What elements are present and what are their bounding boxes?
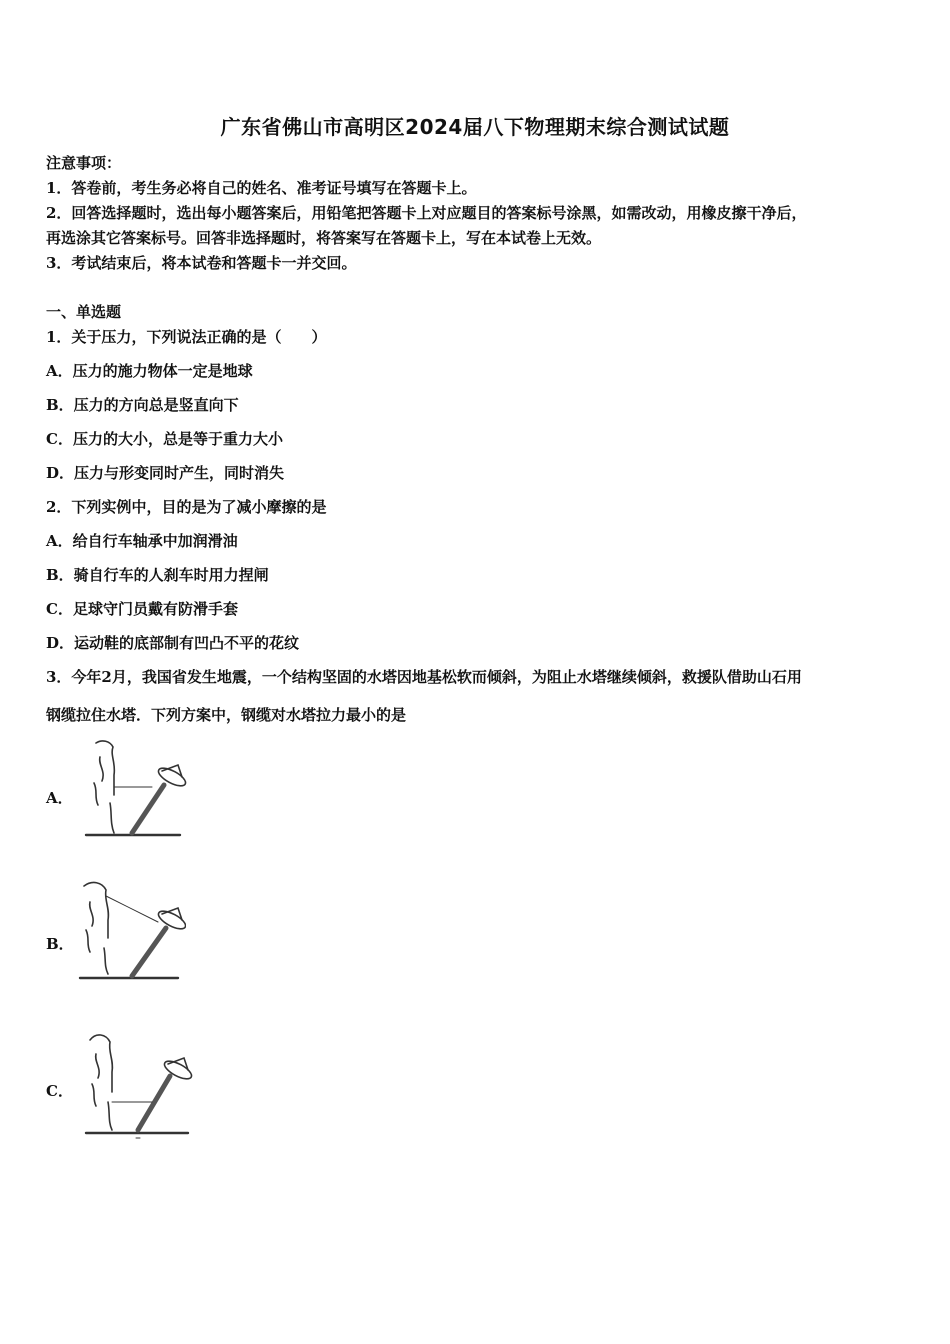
question-1-stem: 1．关于压力，下列说法正确的是（ ） (46, 328, 327, 346)
section-heading: 一、单选题 (46, 303, 122, 321)
notice-item: 再选涂其它答案标号。回答非选择题时，将答案写在答题卡上，写在本试卷上无效。 (46, 229, 602, 247)
question-2-option-c: C．足球守门员戴有防滑手套 (46, 600, 238, 618)
question-3-option-c-label: C． (46, 1082, 73, 1100)
question-2-stem: 2．下列实例中，目的是为了减小摩擦的是 (46, 498, 327, 516)
question-2-option-b: B．骑自行车的人刹车时用力捏闸 (46, 566, 269, 584)
question-1-option-c: C．压力的大小，总是等于重力大小 (46, 430, 283, 448)
question-3-stem-line1: 3．今年2月，我国省发生地震，一个结构坚固的水塔因地基松软而倾斜，为阻止水塔继续倾斜，救援队借助山石用 (46, 668, 802, 686)
page-title: 广东省佛山市高明区2024届八下物理期末综合测试试题 (220, 115, 730, 139)
question-1-option-d: D．压力与形变同时产生，同时消失 (46, 464, 285, 482)
notice-heading: 注意事项： (46, 154, 122, 172)
question-2-option-a: A．给自行车轴承中加润滑油 (46, 532, 238, 550)
water-tower-figure-c (82, 1030, 194, 1140)
notice-item: 2．回答选择题时，选出每小题答案后，用铅笔把答题卡上对应题目的答案标号涂黑，如需改动，用橡皮擦干净后， (46, 204, 807, 222)
water-tower-figure-b (76, 878, 186, 983)
question-3-option-a-label: A． (46, 789, 73, 807)
question-3-option-b-label: B． (46, 935, 74, 953)
notice-item: 1．答卷前，考生务必将自己的姓名、准考证号填写在答题卡上。 (46, 179, 477, 197)
water-tower-figure-a (80, 735, 190, 840)
question-1-option-a: A．压力的施力物体一定是地球 (46, 362, 253, 380)
question-3-stem-line2: 钢缆拉住水塔．下列方案中，钢缆对水塔拉力最小的是 (46, 706, 407, 724)
notice-item: 3．考试结束后，将本试卷和答题卡一并交回。 (46, 254, 357, 272)
question-2-option-d: D．运动鞋的底部制有凹凸不平的花纹 (46, 634, 300, 652)
question-1-option-b: B．压力的方向总是竖直向下 (46, 396, 239, 414)
